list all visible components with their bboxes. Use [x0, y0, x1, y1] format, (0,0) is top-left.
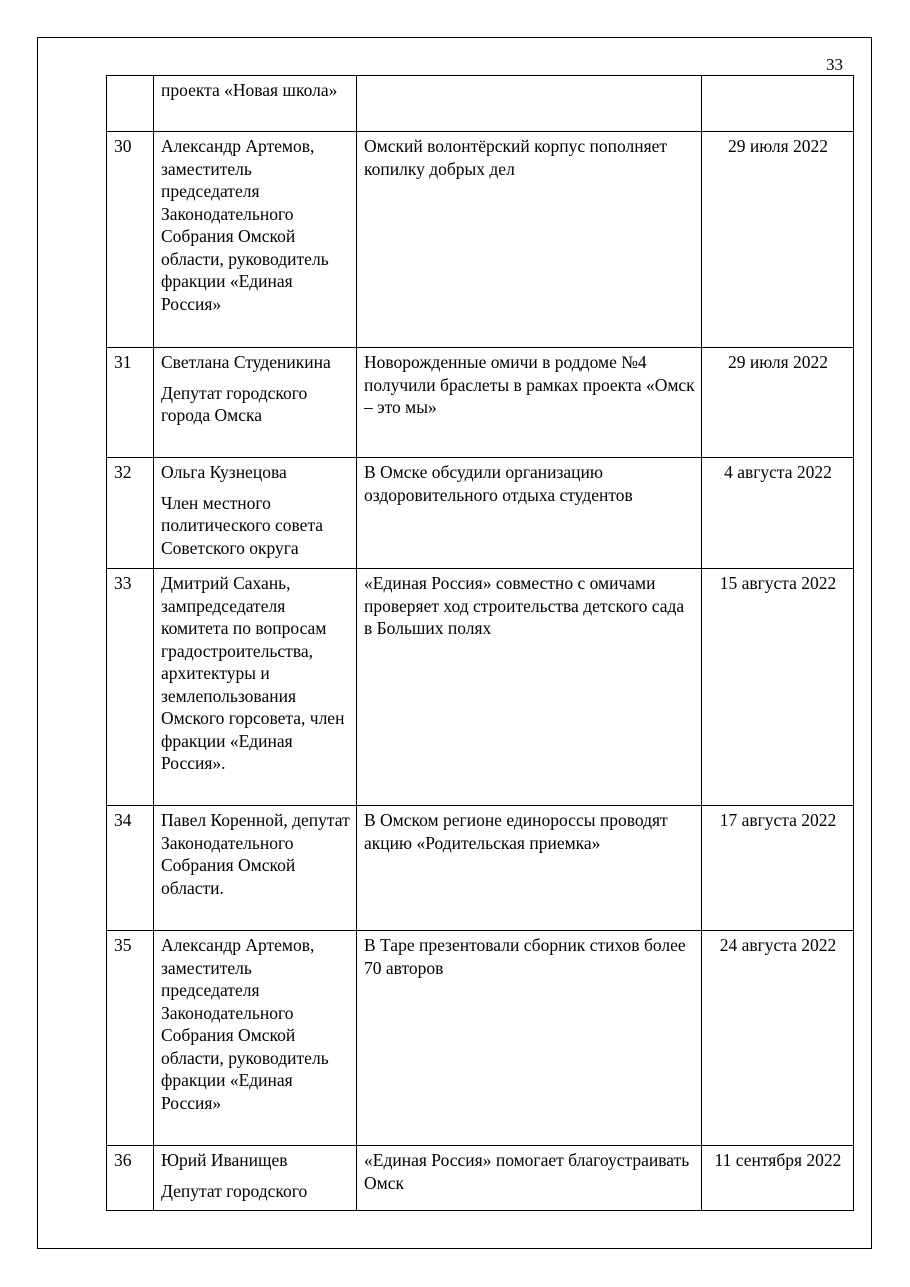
table-row [107, 76, 854, 132]
publication-date: 29 июля 2022 [702, 132, 854, 348]
publication-date: 4 августа 2022 [702, 458, 854, 569]
publication-title: Омский волонтёрский корпус пополняет копилку добрых дел [357, 132, 702, 348]
table-row [107, 569, 854, 806]
row-number: 36 [107, 1146, 154, 1211]
author-role: Член местного политического совета Советского округа [161, 492, 324, 558]
table-row [107, 806, 854, 931]
author-role: Депутат городского [161, 1180, 308, 1201]
publication-title: Новорожденные омичи в роддоме №4 получили браслеты в рамках проекта «Омск – это мы» [357, 348, 702, 458]
publication-date [702, 76, 854, 132]
author-cell [154, 348, 357, 458]
author-name: Александр Артемов, заместитель председателя Законодательного Собрания Омской области, руководитель фракции «Единая Россия» [161, 935, 329, 1113]
row-number: 34 [107, 806, 154, 931]
author-cell [154, 569, 357, 806]
publication-title: «Единая Россия» помогает благоустраивать Омск [357, 1146, 702, 1211]
author-name: Павел Коренной, депутат Законодательного Собрания Омской области. [161, 810, 350, 898]
author-name: проекта «Новая школа» [161, 80, 338, 100]
publication-title: «Единая Россия» совместно с омичами проверяет ход строительства детского сада в Больших полях [357, 569, 702, 806]
publication-title: В Таре презентовали сборник стихов более 70 авторов [357, 931, 702, 1146]
table-body [107, 76, 854, 1211]
publication-date: 29 июля 2022 [702, 348, 854, 458]
publication-title: В Омске обсудили организацию оздоровительного отдыха студентов [357, 458, 702, 569]
page-number: 33 [826, 55, 843, 74]
author-name: Светлана Студеникина [161, 352, 331, 372]
author-cell [154, 931, 357, 1146]
publication-title [357, 76, 702, 132]
publication-title: В Омском регионе единороссы проводят акцию «Родительская приемка» [357, 806, 702, 931]
publication-date: 11 сентября 2022 [702, 1146, 854, 1211]
author-name: Александр Артемов, заместитель председателя Законодательного Собрания Омской области, руководитель фракции «Единая Россия» [161, 136, 329, 314]
author-name: Дмитрий Сахань, зампредседателя комитета по вопросам градостроительства, архитектуры и землепользования Омского горсовета, член фракции «Единая Россия». [161, 573, 345, 773]
row-number [107, 76, 154, 132]
row-number: 32 [107, 458, 154, 569]
publications-table [106, 75, 854, 1211]
row-number: 30 [107, 132, 154, 348]
author-name: Ольга Кузнецова [161, 462, 287, 482]
author-name: Юрий Иванищев [161, 1150, 288, 1170]
row-number: 31 [107, 348, 154, 458]
author-cell [154, 1146, 357, 1211]
table-row [107, 458, 854, 569]
publication-date: 17 августа 2022 [702, 806, 854, 931]
row-number: 33 [107, 569, 154, 806]
author-role: Депутат городского города Омска [161, 382, 308, 425]
table-row [107, 1146, 854, 1211]
publication-date: 24 августа 2022 [702, 931, 854, 1146]
publication-date: 15 августа 2022 [702, 569, 854, 806]
author-cell [154, 76, 357, 132]
author-cell [154, 458, 357, 569]
table-row [107, 931, 854, 1146]
author-cell [154, 806, 357, 931]
table-row [107, 132, 854, 348]
table-row [107, 348, 854, 458]
author-cell [154, 132, 357, 348]
row-number: 35 [107, 931, 154, 1146]
